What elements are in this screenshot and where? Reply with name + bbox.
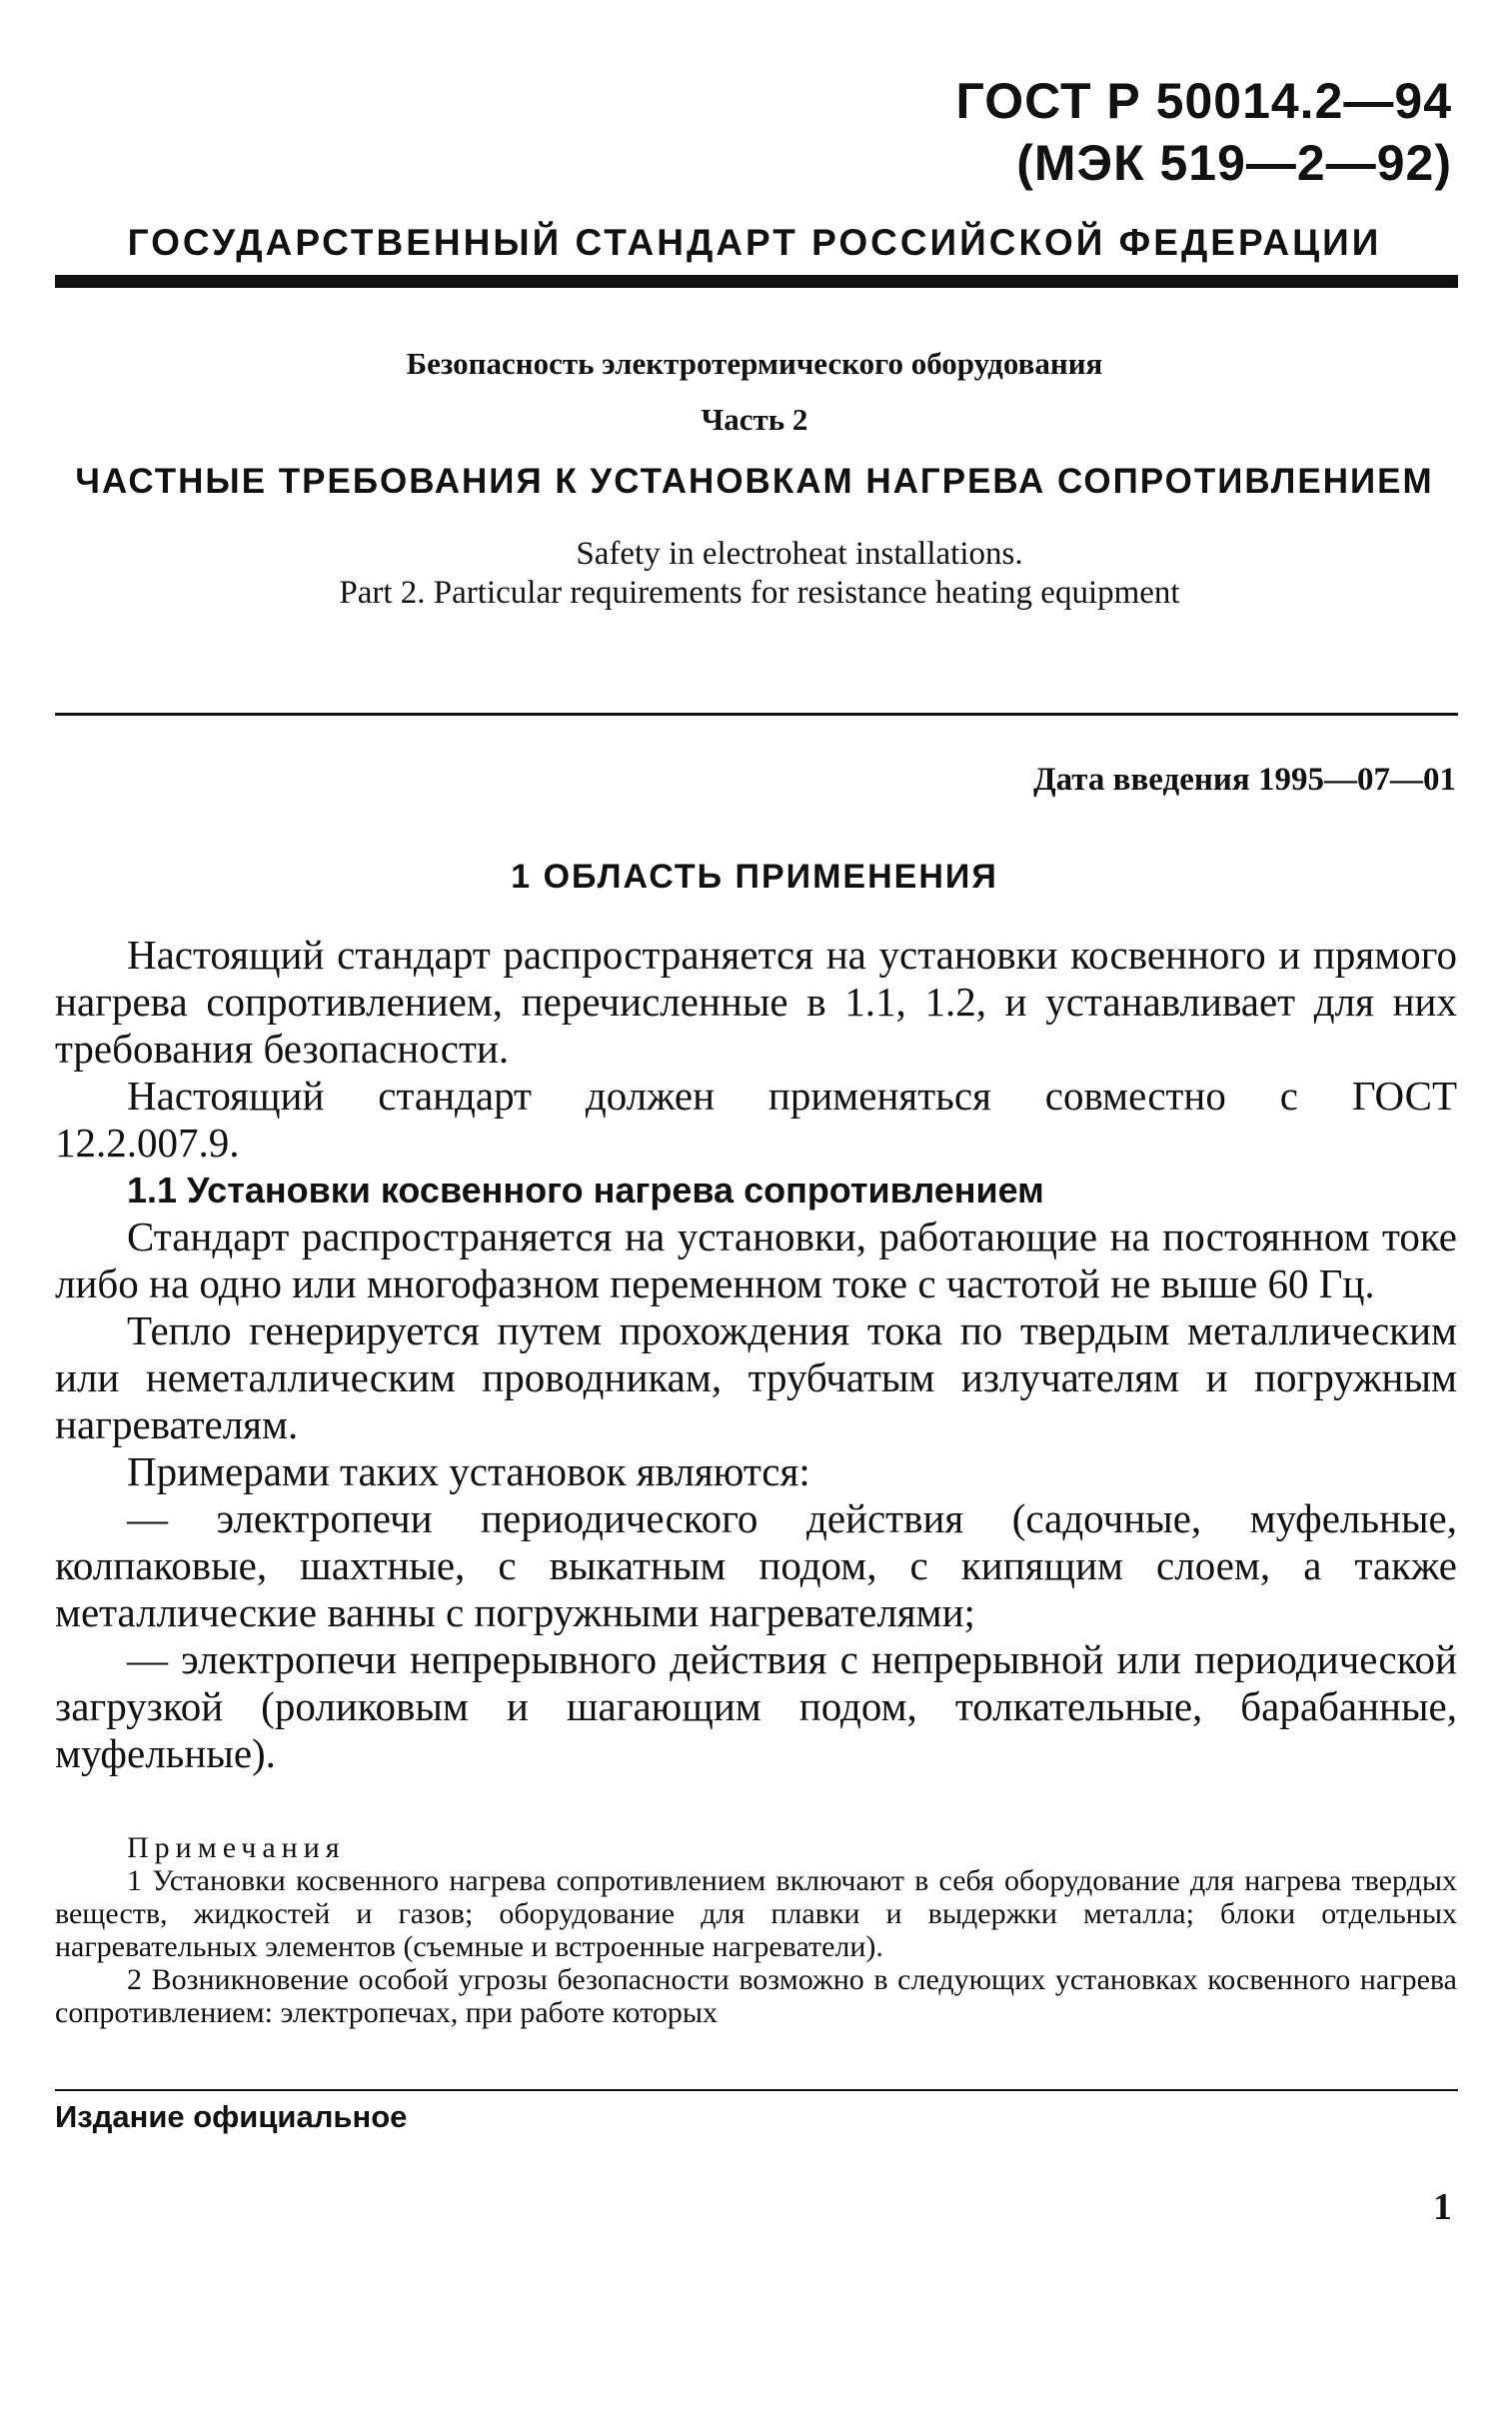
paragraph-gost-a: Настоящий стандарт должен применяться совместно с ГОСТ [127,1073,1457,1119]
state-standard-title: ГОСУДАРСТВЕННЫЙ СТАНДАРТ РОССИЙСКОЙ ФЕДЕРАЦИИ [127,222,1382,263]
english-title-1: Safety in electroheat installations. [576,536,1023,572]
footer-rule [55,2089,1458,2091]
doc-title-line: Безопасность электротермического оборудования [406,346,1103,381]
edition-label: Издание официальное [55,2099,408,2134]
paragraph-examples: Примерами таких установок являются: [127,1448,810,1494]
paragraph-heat: Тепло генерируется путем прохождения тока по твердым металлическим или неметаллическим проводникам, трубчатым излучателям и погружным нагревателям. [55,1307,1457,1447]
english-title-2: Part 2. Particular requirements for resistance heating equipment [339,575,1180,611]
list-item-continuous: — электропечи непрерывного действия с непрерывной или периодической загрузкой (роликовым и шагающим подом, толкательные, барабанные, муфельные). [55,1636,1457,1776]
paragraph-gost-b: 12.2.007.9. [55,1120,240,1166]
title-rule [55,713,1458,716]
doc-part: Часть 2 [701,402,808,437]
page-number: 1 [1433,2186,1452,2228]
note-1: 1 Установки косвенного нагрева сопротивлением включают в себя оборудование для нагрева твердых веществ, жидкостей и газов; оборудование для плавки и выдержки металла; блоки отдельных нагревательных элементов (съемные и встроенные нагреватели). [55,1864,1457,1963]
header-rule [55,275,1458,288]
iec-code: (МЭК 519—2—92) [1016,135,1452,191]
standard-code: ГОСТ Р 50014.2—94 [955,73,1452,129]
notes-label: Примечания [127,1831,346,1864]
section-heading: 1 ОБЛАСТЬ ПРИМЕНЕНИЯ [511,858,998,896]
subsection-heading: 1.1 Установки косвенного нагрева сопротивлением [127,1170,1044,1210]
list-item-batch: — электропечи периодического действия (садочные, муфельные, колпаковые, шахтные, с выкатным подом, с кипящим слоем, а также металлические ванны с погружными нагревателями; [55,1495,1457,1635]
note-2: 2 Возникновение особой угрозы безопасности возможно в следующих установках косвенного нагрева сопротивлением: электропечах, при работе которых [55,1963,1457,2029]
paragraph-scope: Настоящий стандарт распространяется на установки косвенного и прямого нагрева сопротивлением, перечисленные в 1.1, 1.2, и устанавливает для них требования безопасности. [55,932,1457,1072]
paragraph-current: Стандарт распространяется на установки, работающие на постоянном токе либо на одно или многофазном переменном токе с частотой не выше 60 Гц. [55,1213,1457,1306]
section-body [55,932,1457,1777]
doc-main-title: ЧАСТНЫЕ ТРЕБОВАНИЯ К УСТАНОВКАМ НАГРЕВА СОПРОТИВЛЕНИЕМ [75,462,1434,501]
effective-date: Дата введения 1995—07—01 [1032,762,1456,798]
notes-block [55,1831,1457,2029]
